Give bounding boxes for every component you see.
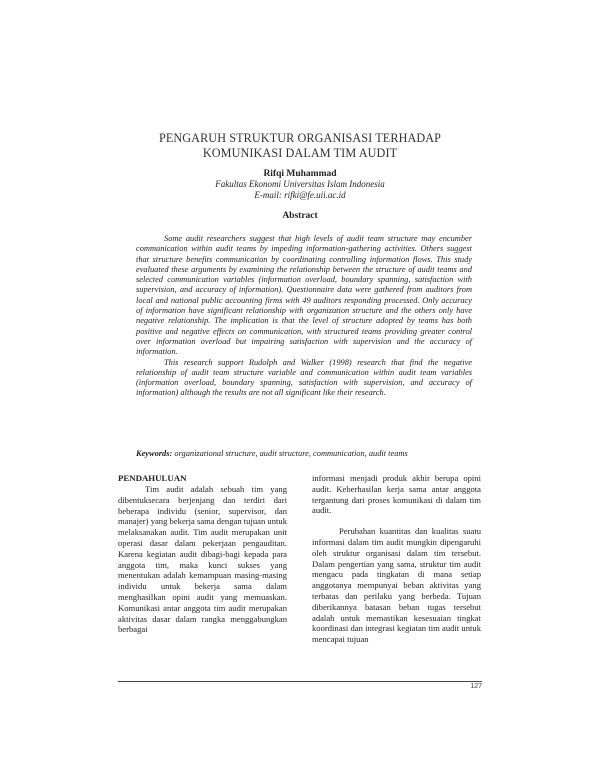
body-paragraph-left-1: Tim audit adalah sebuah tim yang dibentuksecara berjenjang dan terdiri dari beberapa individu (senior, supervisor, dan manajer) yang bekerja sama dengan tujuan untuk melaksanakan audit. Tim audit merupakan unit operasi dasar dalam pekerjaan pengauditan. Karena kegiatan audit dibagi-bagi kepada para anggota tim, maka kunci sukses yang menentukan adalah kemampuan masing-masing individu untuk bekerja sama dalam menghasilkan opini audit yang memuaskan. Komunikasi antar anggota tim audit merupakan aktivitas dasar dalam rangka menggabungkan berbagai [118,484,287,635]
section-heading: PENDAHULUAN [118,473,187,483]
keywords-text: organizational structure, audit structure, communication, audit teams [174,449,408,458]
body-paragraph-right-2: Perubahan kuantitas dan kualitas suatu informasi dalam tim audit mungkin dipengaruhi oleh struktur organisasi dalam tim tersebut. Dalam pengertian yang sama, struktur tim audit mengacu pada tingkatan di mana setiap anggotanya mempunyai beban aktivitas yang terbatas dan perilaku yang berbeda. Tujuan diberikannya batasan beban tugas tersebut adalah untuk memastikan kesesuaian tingkat koordinasi dan integrasi kegiatan tim audit untuk mencapai tujuan [312,526,481,645]
body-paragraph-right-1: informasi menjadi produk akhir berupa opini audit. Keberhasilan kerja sama antar anggota tergantung dari proses komunikasi di dalam tim audit. [312,473,481,516]
abstract-paragraph-2: This research support Rudolph and Walker (1998) research that find the negative relationship of audit team structure variable and communication within audit team variables (information overload, boundary spanning, satisfaction with supervision, and accuracy of information) although the results are not all significant like their research. [136,357,472,398]
title-line-1: PENGARUH STRUKTUR ORGANISASI TERHADAP [158,131,442,145]
author-email: E-mail: rifki@fe.uii.ac.id [254,190,346,200]
abstract-body [136,234,472,399]
abstract-paragraph-1: Some audit researchers suggest that high levels of audit team structure may encumber communication within audit teams by impeding information-gathering activities. Others suggest that structure benefits communication by coordinating controlling information flows. This study evaluated these arguments by examining the relationship between the structure of audit teams and selected communication variables (information overload, boundary spanning, satisfaction with supervision, and accuracy of information). Questionnaire data were gathered from auditors from local and national public accounting firms with 49 auditors responding processed. Only accuracy of information have significant relationship with organization structure and the others only have negative relationship. The implication is that the level of structure adopted by teams has both positive and negative effects on communication, with structured teams providing greater control over information overload but impairing satisfaction with supervision and the accuracy of information. [136,234,472,357]
paper-title [100,131,500,161]
body-column-right [312,473,481,645]
keywords [136,449,472,459]
keywords-label: Keywords: [136,449,173,458]
abstract-heading: Abstract [282,211,318,221]
title-line-2: KOMUNIKASI DALAM TIM AUDIT [202,146,398,160]
body-column-left [118,473,287,635]
page-number: 127 [470,683,482,690]
author-name: Rifqi Muhammad [263,169,337,179]
footer-rule [118,681,482,682]
author-affiliation: Fakultas Ekonomi Universitas Islam Indonesia [215,179,385,189]
